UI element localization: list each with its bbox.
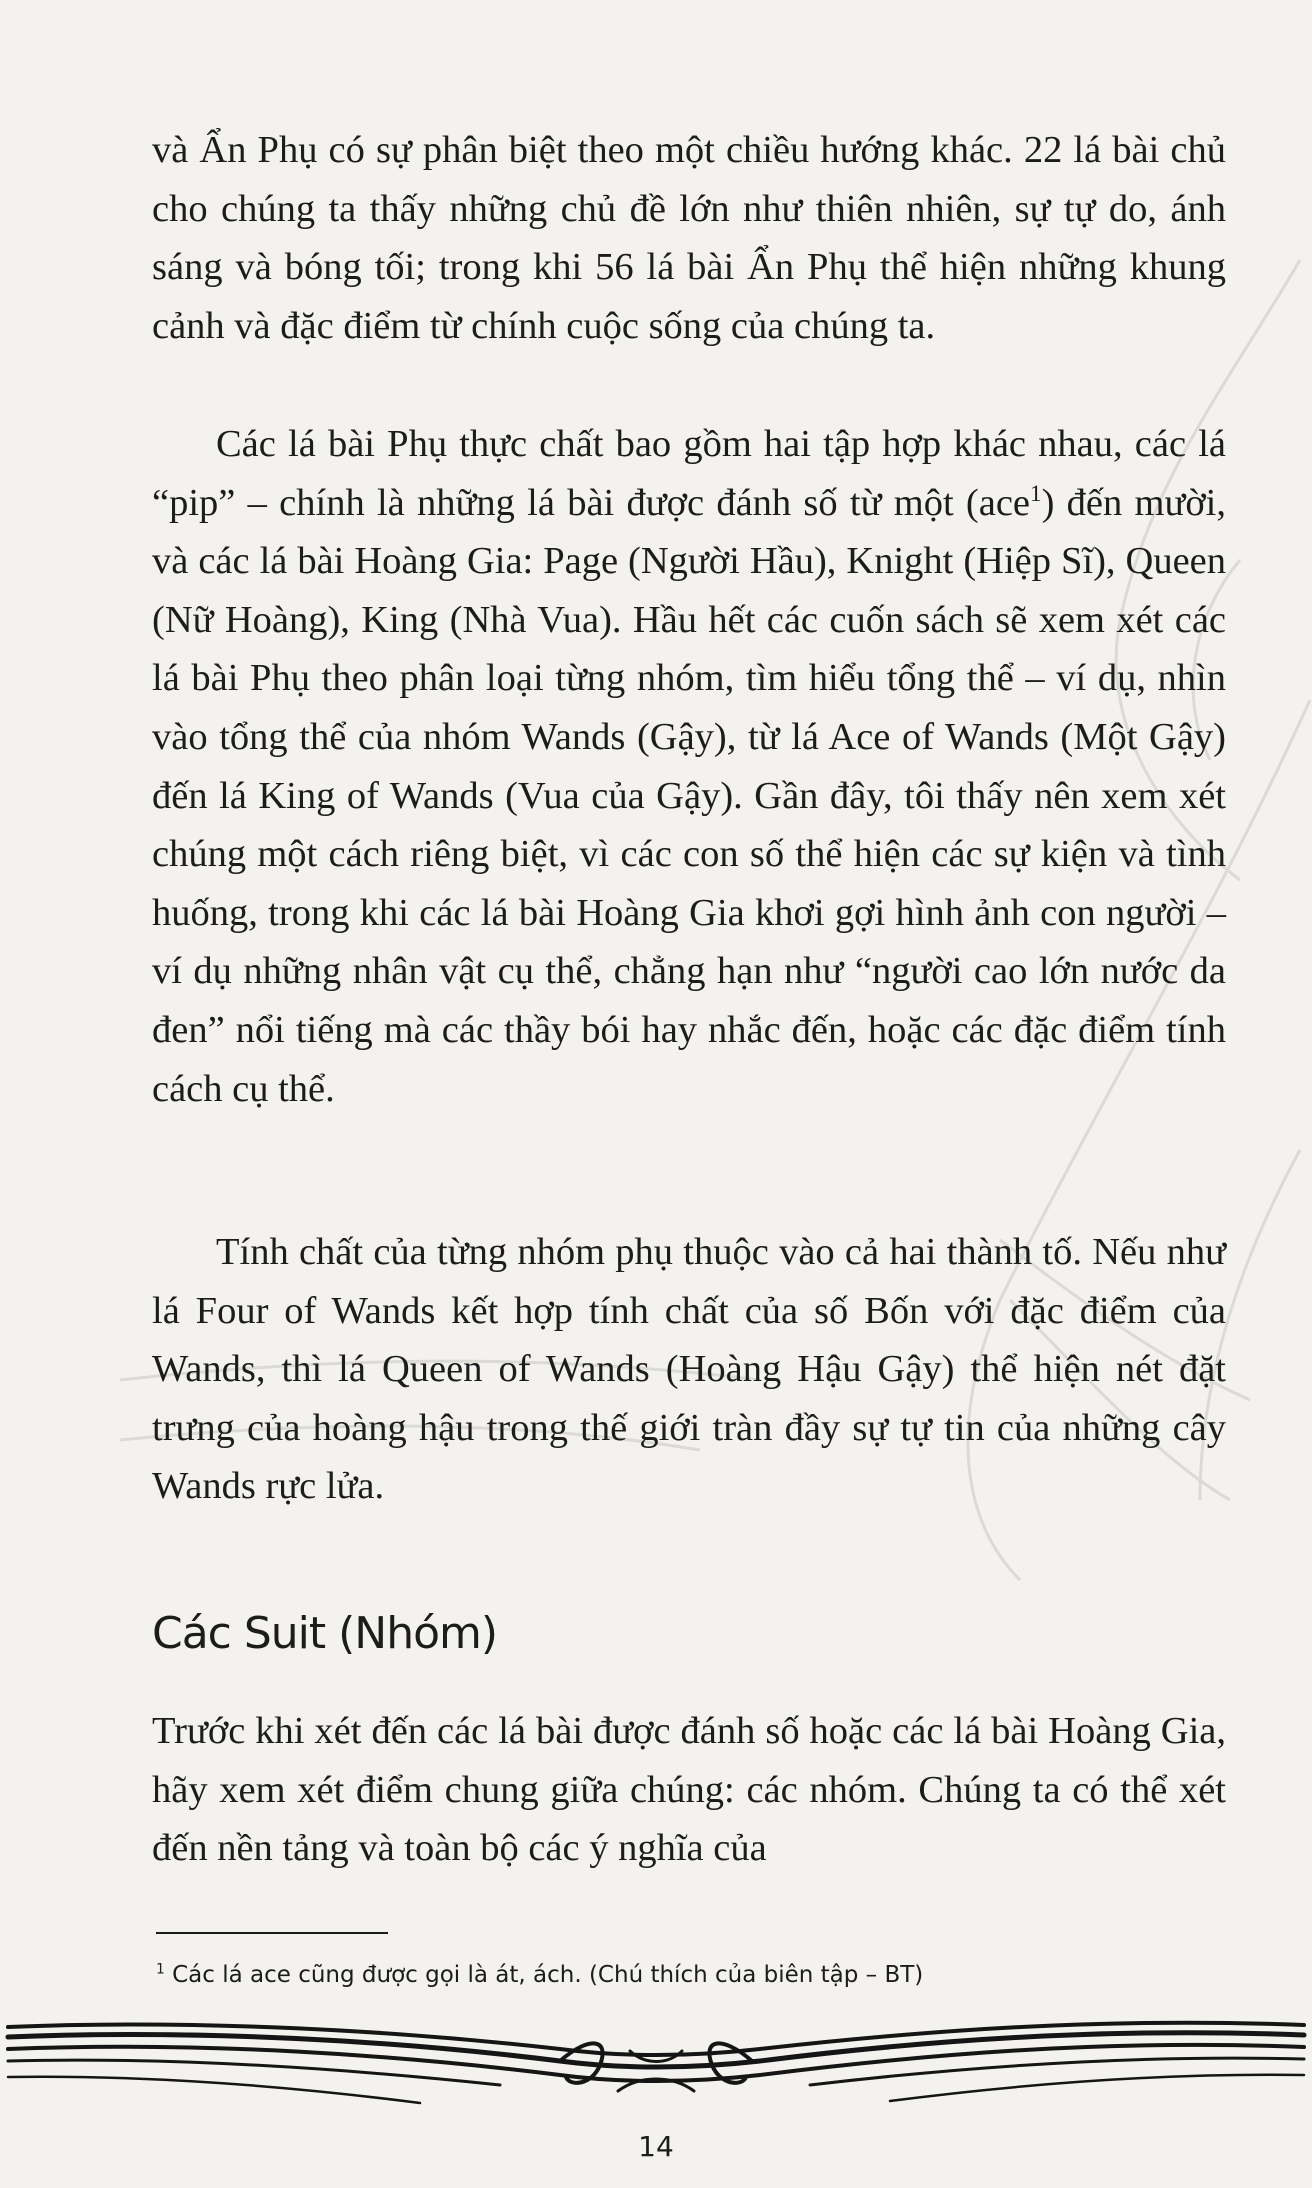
footnote-text: Các lá ace cũng được gọi là át, ách. (Chú thích của biên tập – BT)	[172, 1962, 924, 1988]
paragraph-3	[152, 1223, 1226, 1516]
footnote-marker: 1	[156, 1961, 165, 1978]
footnote-divider	[156, 1932, 388, 1934]
paragraph-2-text-end: ) đến mười, và các lá bài Hoàng Gia: Page (Người Hầu), Knight (Hiệp Sĩ), Queen (Nữ Hoàng), King (Nhà Vua). Hầu hết các cuốn sách sẽ xem xét các lá bài Phụ theo phân loại từng nhóm, tìm hiểu tổng thể – ví dụ, nhìn vào tổng thể của nhóm Wands (Gậy), từ lá Ace of Wands (Một Gậy) đến lá King of Wands (Vua của Gậy). Gần đây, tôi thấy nên xem xét chúng một cách riêng biệt, vì các con số thể hiện các sự kiện và tình huống, trong khi các lá bài Hoàng Gia khơi gợi hình ảnh con người – ví dụ những nhân vật cụ thể, chẳng hạn như “người cao lớn nước da đen” nổi tiếng mà các thầy bói hay nhắc đến, hoặc các đặc điểm tính cách cụ thể.	[152, 481, 1226, 1110]
paragraph-2	[152, 415, 1226, 1118]
page-number: 14	[638, 2130, 674, 2163]
paragraph-3-text: Tính chất của từng nhóm phụ thuộc vào cả hai thành tố. Nếu như lá Four of Wands kết hợp tính chất của số Bốn với đặc điểm của Wands, thì lá Queen of Wands (Hoàng Hậu Gậy) thể hiện nét đặt trưng của hoàng hậu trong thế giới tràn đầy sự tự tin của những cây Wands rực lửa.	[152, 1231, 1226, 1508]
paragraph-4-text: Trước khi xét đến các lá bài được đánh số hoặc các lá bài Hoàng Gia, hãy xem xét điểm chung giữa chúng: các nhóm. Chúng ta có thể xét đến nền tảng và toàn bộ các ý nghĩa của	[152, 1710, 1226, 1870]
footer-wave-ornament	[0, 2005, 1312, 2125]
footnote-reference: 1	[1030, 479, 1042, 506]
paragraph-2-text-start: Các lá bài Phụ thực chất bao gồm hai tập hợp khác nhau, các lá “pip” – chính là những lá bài được đánh số từ một (ace	[152, 423, 1226, 524]
paragraph-1-text: và Ẩn Phụ có sự phân biệt theo một chiều hướng khác. 22 lá bài chủ cho chúng ta thấy những chủ đề lớn như thiên nhiên, sự tự do, ánh sáng và bóng tối; trong khi 56 lá bài Ẩn Phụ thể hiện những khung cảnh và đặc điểm từ chính cuộc sống của chúng ta.	[152, 129, 1226, 347]
section-heading: Các Suit (Nhóm)	[152, 1608, 498, 1659]
footnote	[156, 1960, 923, 1990]
paragraph-1	[152, 121, 1226, 355]
paragraph-4	[152, 1702, 1226, 1878]
